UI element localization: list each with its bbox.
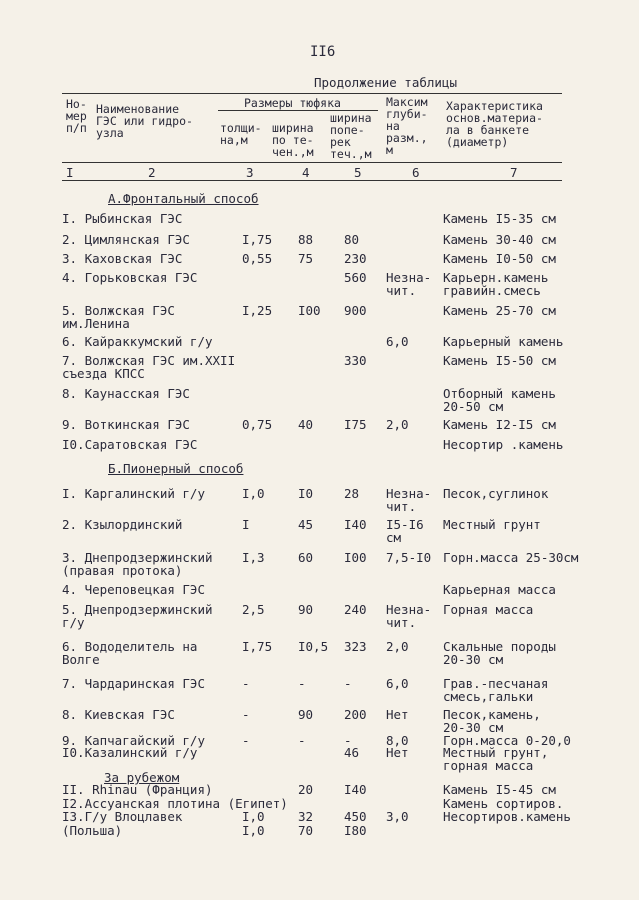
- header-c5-line: теч.,м: [330, 147, 372, 161]
- cell-thickness: I,3: [242, 550, 265, 565]
- continuation-caption: Продолжение таблицы: [314, 75, 457, 90]
- cell-thickness: -: [242, 707, 250, 722]
- cell-max-depth: Незна-: [386, 486, 432, 501]
- cell-material: Карьерная масса: [443, 582, 556, 597]
- column-number: 6: [412, 165, 420, 180]
- cell-material: Камень I5-35 см: [443, 211, 556, 226]
- row-name: 3. Днепродзержинский: [62, 550, 213, 565]
- cell-width-across: I40: [344, 517, 367, 532]
- cell-max-depth: Нет: [386, 707, 409, 722]
- cell-material: Карьерн.камень: [443, 270, 549, 285]
- cell-width-across: 323: [344, 639, 367, 654]
- cell-thickness: -: [242, 676, 250, 691]
- cell-width-along: 75: [298, 251, 314, 266]
- row-name: 6. Кайраккумский г/у: [62, 334, 213, 349]
- cell-material: Горн.масса 0-20,0: [443, 733, 571, 748]
- cell-max-depth: 2,0: [386, 639, 409, 654]
- cell-width-across: -: [344, 733, 352, 748]
- cell-material: Местный грунт: [443, 517, 541, 532]
- header-c1-line: Но-: [66, 97, 87, 111]
- cell-width-across: 230: [344, 251, 367, 266]
- row-name: 5. Волжская ГЭС: [62, 303, 175, 318]
- header-c7-line: Характеристика: [446, 99, 543, 113]
- row-name: II. Rhinau (Франция): [62, 782, 213, 797]
- row-name: съезда КПСС: [62, 366, 145, 381]
- cell-width-across: 80: [344, 232, 360, 247]
- cell-thickness: 0,75: [242, 417, 273, 432]
- header-c6-line: глуби-: [386, 107, 428, 121]
- cell-thickness: I,0: [242, 809, 265, 824]
- row-name: I3.Г/у Влоцлавек: [62, 809, 183, 824]
- cell-material: гравийн.смесь: [443, 283, 541, 298]
- header-c3-line: на,м: [220, 133, 248, 147]
- cell-material: Горн.масса 25-30см: [443, 550, 579, 565]
- row-name: 8. Киевская ГЭС: [62, 707, 175, 722]
- cell-material: Камень 25-70 см: [443, 303, 556, 318]
- column-number: 5: [354, 165, 362, 180]
- row-name: I0.Казалинский г/у: [62, 745, 198, 760]
- cell-width-along: 45: [298, 517, 314, 532]
- cell-material: Отборный камень: [443, 386, 556, 401]
- cell-material: Грав.-песчаная: [443, 676, 549, 691]
- header-c1-line: мер: [66, 109, 87, 123]
- column-number-rule: [62, 180, 562, 181]
- row-name: I0.Саратовская ГЭС: [62, 437, 198, 452]
- header-c7-line: основ.материа-: [446, 111, 543, 125]
- header-c3-line: толщи-: [220, 121, 262, 135]
- cell-width-across: I40: [344, 782, 367, 797]
- row-name: 5. Днепродзержинский: [62, 602, 213, 617]
- cell-material: Карьерный камень: [443, 334, 564, 349]
- row-name: I. Каргалинский г/у: [62, 486, 205, 501]
- cell-width-along: I00: [298, 303, 321, 318]
- cell-max-depth: 7,5-I0: [386, 550, 432, 565]
- cell-width-along: 40: [298, 417, 314, 432]
- column-number: I: [66, 165, 74, 180]
- row-name: 6. Вододелитель на: [62, 639, 198, 654]
- row-name: 7. Чардаринская ГЭС: [62, 676, 205, 691]
- cell-material: Камень I5-45 см: [443, 782, 556, 797]
- section-heading-abroad: За рубежом: [104, 770, 180, 785]
- cell-material: Камень I2-I5 см: [443, 417, 556, 432]
- header-c6-line: Максим: [386, 95, 428, 109]
- cell-max-depth: чит.: [386, 499, 417, 514]
- cell-width-along: 32: [298, 809, 314, 824]
- row-name: 9. Капчагайский г/у: [62, 733, 205, 748]
- cell-max-depth: Незна-: [386, 270, 432, 285]
- cell-material: Горная масса: [443, 602, 534, 617]
- column-number: 3: [246, 165, 254, 180]
- row-name: им.Ленина: [62, 316, 130, 331]
- header-c5-line: ширина: [330, 111, 372, 125]
- cell-width-along: I0,5: [298, 639, 329, 654]
- cell-width-across: -: [344, 676, 352, 691]
- header-top-rule: [62, 93, 562, 94]
- cell-width-along: I0: [298, 486, 314, 501]
- cell-material: Скальные породы: [443, 639, 556, 654]
- cell-width-across: 560: [344, 270, 367, 285]
- cell-max-depth: Нет: [386, 745, 409, 760]
- cell-material: горная масса: [443, 758, 534, 773]
- row-name: 9. Воткинская ГЭС: [62, 417, 190, 432]
- row-name: Волге: [62, 652, 100, 667]
- cell-width-along: -: [298, 733, 306, 748]
- cell-width-across: I75: [344, 417, 367, 432]
- cell-width-along: -: [298, 676, 306, 691]
- cell-width-along: 90: [298, 602, 314, 617]
- cell-width-across: I80: [344, 823, 367, 838]
- cell-thickness: -: [242, 733, 250, 748]
- row-name: г/у: [62, 615, 85, 630]
- cell-material: 20-30 см: [443, 720, 504, 735]
- row-name: 2. Кзылординский: [62, 517, 183, 532]
- header-c2-line: ГЭС или гидро-: [96, 114, 193, 128]
- header-c6-line: м: [386, 143, 393, 157]
- cell-thickness: 2,5: [242, 602, 265, 617]
- cell-material: Камень сортиров.: [443, 796, 564, 811]
- cell-material: Песок,суглинок: [443, 486, 549, 501]
- header-dims-title: Размеры тюфяка: [244, 96, 341, 110]
- cell-max-depth: Незна-: [386, 602, 432, 617]
- cell-max-depth: см: [386, 530, 402, 545]
- cell-max-depth: 3,0: [386, 809, 409, 824]
- header-c7-line: ла в банкете: [446, 123, 530, 137]
- cell-max-depth: 6,0: [386, 334, 409, 349]
- column-number: 7: [510, 165, 518, 180]
- cell-thickness: 0,55: [242, 251, 273, 266]
- header-c6-line: на: [386, 119, 400, 133]
- header-c5-line: попе-: [330, 123, 365, 137]
- cell-width-along: 60: [298, 550, 314, 565]
- row-name: 4. Череповецкая ГЭС: [62, 582, 205, 597]
- cell-material: Камень 30-40 см: [443, 232, 556, 247]
- row-name: 7. Волжская ГЭС им.XXII: [62, 353, 236, 368]
- cell-material: Несортиров.камень: [443, 809, 571, 824]
- header-c4-line: чен.,м: [272, 145, 314, 159]
- cell-material: Камень I0-50 см: [443, 251, 556, 266]
- header-c2-line: узла: [96, 126, 124, 140]
- row-name: (Польша): [62, 823, 123, 838]
- cell-thickness: I,25: [242, 303, 273, 318]
- section-heading-pioneer: Б.Пионерный способ: [108, 461, 244, 476]
- row-name: 4. Горьковская ГЭС: [62, 270, 198, 285]
- cell-max-depth: I5-I6: [386, 517, 424, 532]
- row-name: I. Рыбинская ГЭС: [62, 211, 183, 226]
- cell-material: Несортир .камень: [443, 437, 564, 452]
- cell-width-across: 28: [344, 486, 360, 501]
- row-name: (правая протока): [62, 563, 183, 578]
- column-number: 2: [148, 165, 156, 180]
- page-number: II6: [310, 44, 336, 60]
- cell-max-depth: 6,0: [386, 676, 409, 691]
- cell-thickness: I,75: [242, 232, 273, 247]
- section-heading-frontal: А.Фронтальный способ: [108, 191, 259, 206]
- cell-width-along: 20: [298, 782, 314, 797]
- header-c5-line: рек: [330, 135, 351, 149]
- cell-width-across: 46: [344, 745, 360, 760]
- cell-material: 20-50 см: [443, 399, 504, 414]
- header-c4-line: по те-: [272, 133, 314, 147]
- cell-width-across: I00: [344, 550, 367, 565]
- cell-width-across: 240: [344, 602, 367, 617]
- cell-thickness: I,0: [242, 486, 265, 501]
- cell-width-across: 200: [344, 707, 367, 722]
- cell-width-along: 90: [298, 707, 314, 722]
- header-bottom-rule: [62, 162, 562, 163]
- cell-material: Камень I5-50 см: [443, 353, 556, 368]
- cell-material: 20-30 см: [443, 652, 504, 667]
- cell-thickness: I: [242, 517, 250, 532]
- cell-width-along: 70: [298, 823, 314, 838]
- cell-max-depth: чит.: [386, 615, 417, 630]
- cell-thickness: I,0: [242, 823, 265, 838]
- header-c4-line: ширина: [272, 121, 314, 135]
- header-c1-line: п/п: [66, 121, 87, 135]
- cell-width-along: 88: [298, 232, 314, 247]
- column-number: 4: [302, 165, 310, 180]
- header-c6-line: разм.,: [386, 131, 428, 145]
- row-name: 3. Каховская ГЭС: [62, 251, 183, 266]
- row-name: 2. Цимлянская ГЭС: [62, 232, 190, 247]
- cell-max-depth: чит.: [386, 283, 417, 298]
- cell-material: Местный грунт,: [443, 745, 549, 760]
- row-name: 8. Каунасская ГЭС: [62, 386, 190, 401]
- row-name: I2.Ассуанская плотина (Египет): [62, 796, 288, 811]
- cell-thickness: I,75: [242, 639, 273, 654]
- cell-material: смесь,гальки: [443, 689, 534, 704]
- cell-material: Песок,камень,: [443, 707, 541, 722]
- cell-width-across: 450: [344, 809, 367, 824]
- cell-max-depth: 2,0: [386, 417, 409, 432]
- header-c2-line: Наименование: [96, 102, 180, 116]
- cell-max-depth: 8,0: [386, 733, 409, 748]
- cell-width-across: 900: [344, 303, 367, 318]
- header-c7-line: (диаметр): [446, 135, 509, 149]
- cell-width-across: 330: [344, 353, 367, 368]
